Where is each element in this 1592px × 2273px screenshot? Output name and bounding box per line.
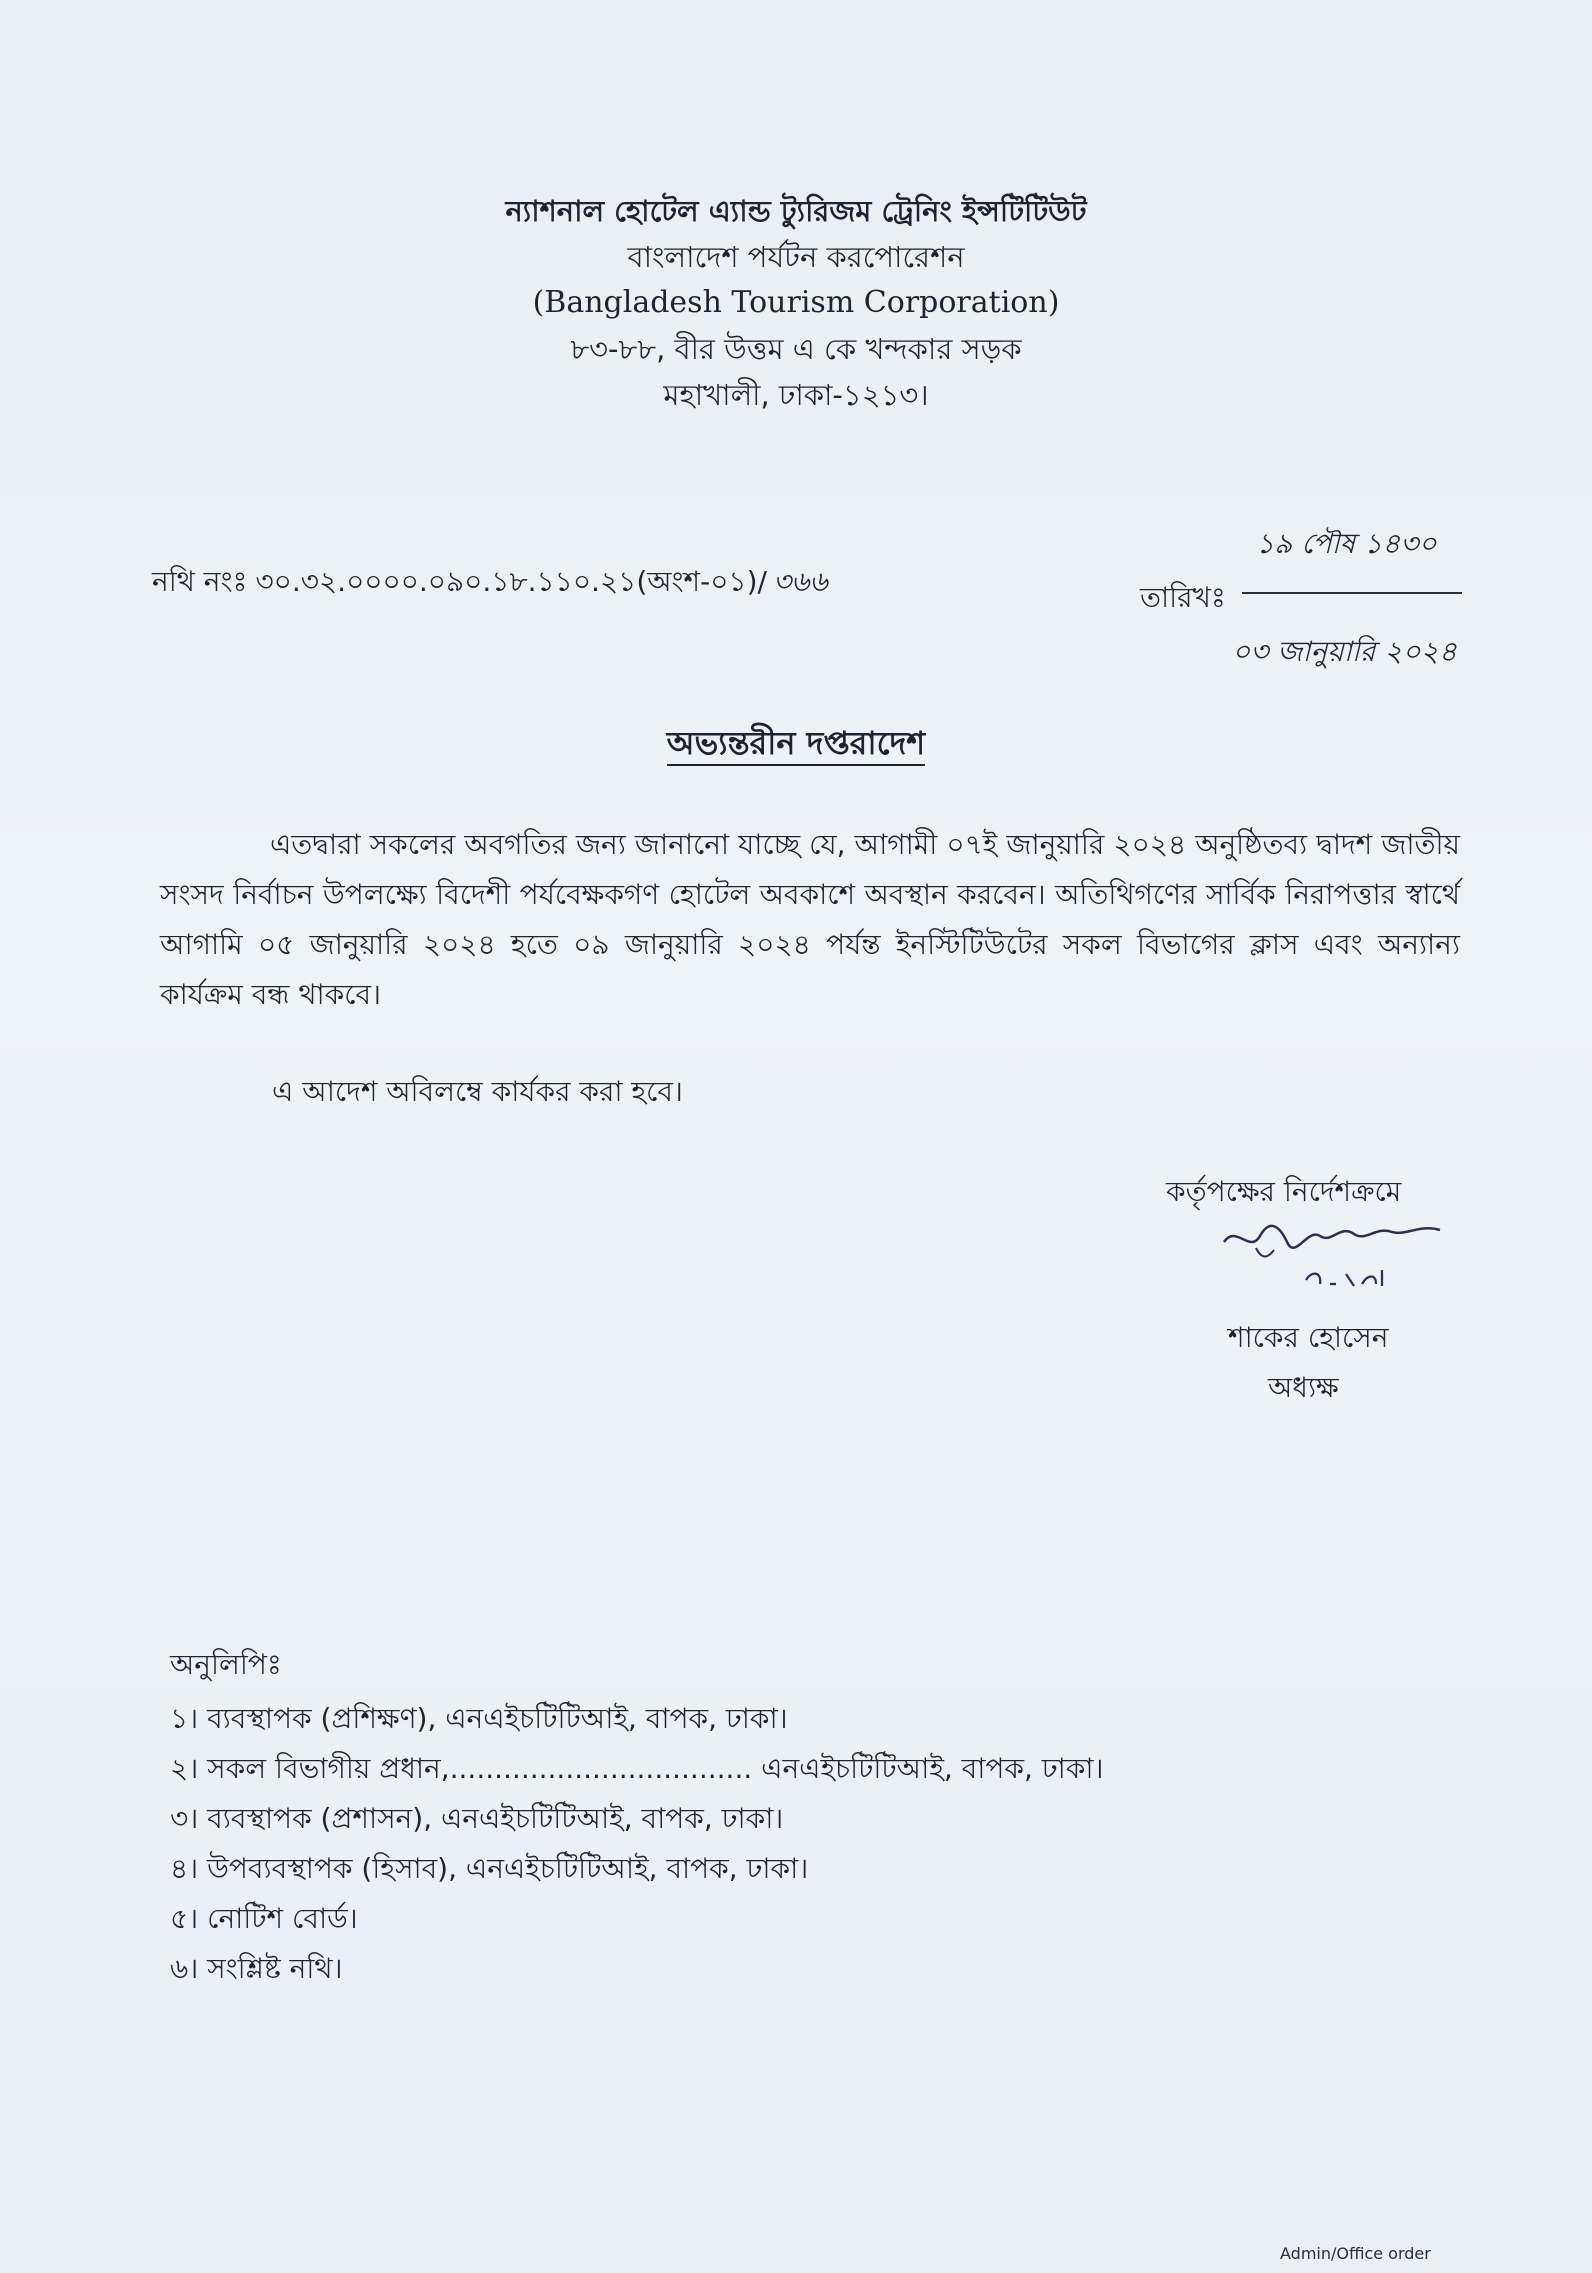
signatory-designation: অধ্যক্ষ [1268,1371,1339,1404]
corporation-name-bn: বাংলাদেশ পর্যটন করপোরেশন [627,240,965,274]
date-label: তারিখঃ [1140,581,1226,614]
letterhead [0,188,1592,418]
copy-to-list [170,1694,1103,1994]
address-line-1: ৮৩-৮৮, বীর উত্তম এ কে খন্দকার সড়ক [570,332,1022,366]
institute-name: ন্যাশনাল হোটেল এ্যান্ড ট্যুরিজম ট্রেনিং ইন্সটিটিউট [505,194,1087,228]
by-order-text: কর্তৃপক্ষের নির্দেশক্রমে [1166,1175,1402,1208]
reference-label: নথি নংঃ [152,565,248,598]
copy-to-item: ৪। উপব্যবস্থাপক (হিসাব), এনএইচটিটিআই, বাপক, ঢাকা। [170,1852,809,1885]
footer-tag: Admin/Office order [1280,2244,1431,2263]
document-title-text: অভ্যন্তরীন দপ্তরাদেশ [667,724,926,766]
copy-to-item: ৩। ব্যবস্থাপক (প্রশাসন), এনএইচটিটিআই, বাপক, ঢাকা। [170,1802,784,1835]
document-title [0,718,1592,772]
reference-number [152,560,828,607]
copy-to-item: ১। ব্যবস্থাপক (প্রশিক্ষণ), এনএইচটিটিআই, বাপক, ঢাকা। [170,1702,788,1735]
reference-handwritten: ৩৬৬ [772,565,828,598]
order-effect-line: এ আদেশ অবিলম্বে কার্যকর করা হবে। [272,1075,683,1108]
copy-to-section [170,1642,1103,1994]
signatory-name: শাকের হোসেন [1228,1321,1389,1354]
date-bangla: ১৯ পৌষ ১৪৩০ [1256,527,1437,560]
corporation-name-en: (Bangladesh Tourism Corporation) [532,285,1060,320]
date-english: ০৩ জানুয়ারি ২০২৪ [1232,635,1457,668]
reference-value: ৩০.৩২.০০০০.০৯০.১৮.১১০.২১(অংশ-০১)/ [255,565,767,598]
date-divider [1242,592,1462,594]
copy-to-heading: অনুলিপিঃ [170,1648,282,1681]
copy-to-item: ৫। নোটিশ বোর্ড। [170,1902,358,1935]
copy-to-item: ৬। সংশ্লিষ্ট নথি। [170,1952,343,1985]
copy-to-item: ২। সকল বিভাগীয় প্রধান,.................................. এনএইচটিটিআই, বাপক, ঢাকা। [170,1752,1104,1785]
handwritten-signature [1216,1214,1456,1304]
body-paragraph: এতদ্বারা সকলের অবগতির জন্য জানানো যাচ্ছে যে, আগামী ০৭ই জানুয়ারি ২০২৪ অনুষ্ঠিতব্য দ্বাদশ জাতীয় সংসদ নির্বাচন উপলক্ষ্যে বিদেশী পর্যবেক্ষকগণ হোটেল অবকাশে অবস্থান করবেন। অতিথিগণের সার্বিক নিরাপত্তার স্বার্থে আগামি ০৫ জানুয়ারি ২০২৪ হতে ০৯ জানুয়ারি ২০২৪ পর্যন্ত ইনস্টিটিউটের সকল বিভাগের ক্লাস এবং অন্যান্য কার্যক্রম বন্ধ থাকবে। [160,828,1460,1011]
address-line-2: মহাখালী, ঢাকা-১২১৩। [663,378,929,412]
